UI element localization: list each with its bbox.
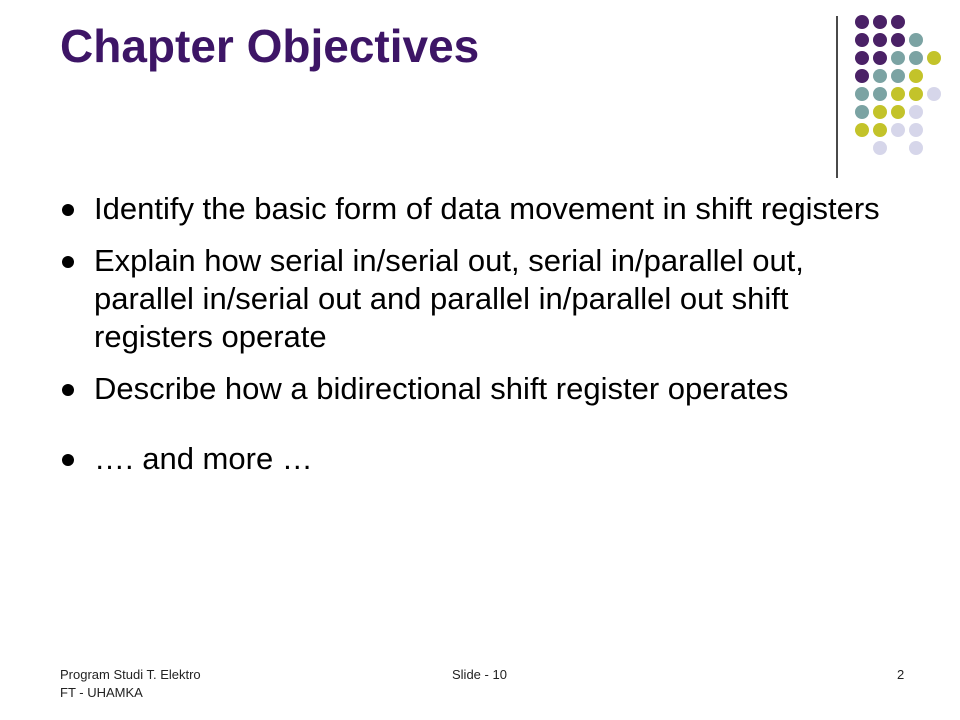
list-item-text: Identify the basic form of data movement in shift registers	[94, 191, 880, 226]
decor-dot	[891, 33, 905, 47]
bullet-icon	[62, 204, 74, 216]
decorative-divider-line	[836, 16, 838, 178]
list-item-text: Describe how a bidirectional shift register operates	[94, 371, 789, 406]
decor-dot	[909, 87, 923, 101]
decor-dot	[909, 123, 923, 137]
decor-dot	[891, 123, 905, 137]
list-item	[60, 242, 900, 356]
decor-dot	[891, 69, 905, 83]
decor-dot	[927, 51, 941, 65]
footer-program: Program Studi T. Elektro	[60, 667, 201, 682]
bullet-icon	[62, 256, 74, 268]
decor-dot	[873, 105, 887, 119]
objectives-list	[60, 190, 900, 492]
decor-dot	[873, 69, 887, 83]
decor-dot	[891, 15, 905, 29]
decor-dot	[873, 123, 887, 137]
page-number: 2	[897, 667, 905, 682]
decor-dot	[909, 141, 923, 155]
decor-dot	[909, 33, 923, 47]
decor-dot	[909, 105, 923, 119]
decor-dot	[891, 51, 905, 65]
decor-dot	[855, 123, 869, 137]
decor-dot	[855, 69, 869, 83]
decor-dot	[909, 51, 923, 65]
decor-dot	[927, 87, 941, 101]
decor-dot	[873, 141, 887, 155]
footer-slide-label: Slide - 10	[452, 667, 507, 682]
decor-dot	[855, 33, 869, 47]
decor-dot	[855, 51, 869, 65]
decor-dot	[873, 87, 887, 101]
footer-left	[60, 666, 201, 702]
decor-dot	[855, 105, 869, 119]
decor-dot	[855, 15, 869, 29]
decor-dot	[873, 51, 887, 65]
decor-dot	[873, 33, 887, 47]
decor-dot	[891, 87, 905, 101]
footer-faculty: FT - UHAMKA	[60, 685, 143, 700]
decor-dot	[855, 87, 869, 101]
bullet-icon	[62, 384, 74, 396]
slide-title: Chapter Objectives	[60, 20, 480, 72]
list-item	[60, 370, 900, 408]
list-item	[60, 440, 900, 478]
decor-dot	[909, 69, 923, 83]
decor-dot	[873, 15, 887, 29]
decor-dot	[891, 105, 905, 119]
list-item-text: Explain how serial in/serial out, serial in/parallel out, parallel in/serial out and parallel in/parallel out shift registers operate	[94, 243, 804, 354]
list-item-text: …. and more …	[94, 441, 313, 476]
bullet-icon	[62, 454, 74, 466]
list-item	[60, 190, 900, 228]
